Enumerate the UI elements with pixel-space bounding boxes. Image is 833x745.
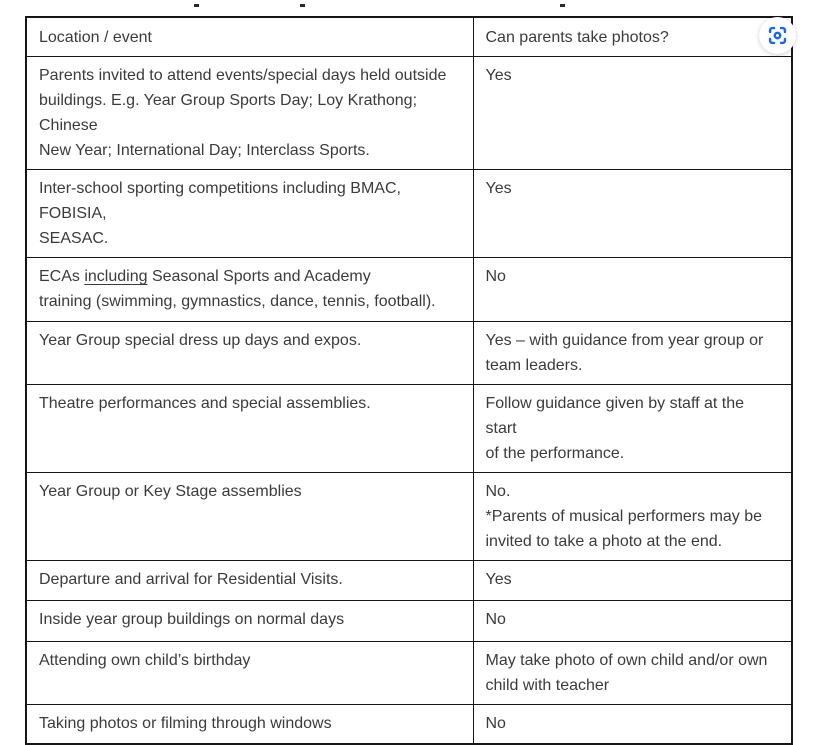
- table-row: [26, 385, 792, 473]
- location-cell: [26, 258, 473, 322]
- location-cell: [26, 705, 473, 744]
- answer-cell: [473, 57, 792, 170]
- cell-text-line: Yes – with guidance from year group or: [485, 332, 764, 349]
- location-cell: [26, 642, 473, 705]
- table-header-row: [26, 17, 792, 57]
- cropped-text-artifact: [560, 4, 565, 7]
- header-label: Location / event: [39, 29, 152, 46]
- table-row: [26, 601, 792, 642]
- location-cell: [26, 385, 473, 473]
- answer-cell: [473, 170, 792, 258]
- cell-text-line: Follow guidance given by staff at the start: [485, 395, 745, 437]
- cell-text: Theatre performances and special assemblies.: [39, 395, 371, 412]
- cell-text-line: No.: [485, 483, 511, 500]
- cell-text: Inside year group buildings on normal days: [39, 611, 345, 628]
- answer-cell: [473, 601, 792, 642]
- table-row: [26, 258, 792, 322]
- location-cell: [26, 322, 473, 385]
- answer-cell: [473, 473, 792, 561]
- cell-text-line: of the performance.: [485, 445, 625, 462]
- cell-text-line: SEASAC.: [39, 230, 109, 247]
- cell-text: Attending own child’s birthday: [39, 652, 251, 669]
- location-cell: [26, 601, 473, 642]
- table-row: [26, 705, 792, 744]
- cell-text-line: Inter-school sporting competitions including BMAC, FOBISIA,: [39, 180, 401, 222]
- cell-text-line: Parents invited to attend events/special days held outside: [39, 67, 447, 84]
- photo-policy-table: [25, 16, 793, 745]
- header-can-parents-take-photos: [473, 17, 792, 57]
- cell-text: No: [485, 715, 506, 732]
- cell-text: Year Group special dress up days and expos.: [39, 332, 362, 349]
- location-cell: [26, 57, 473, 170]
- table-row: [26, 322, 792, 385]
- cell-text: Taking photos or filming through windows: [39, 715, 332, 732]
- cell-text-line: May take photo of own child and/or own: [485, 652, 768, 669]
- cell-text: Yes: [485, 180, 512, 197]
- cell-text: Yes: [485, 571, 512, 588]
- table-row: [26, 170, 792, 258]
- header-location-event: [26, 17, 473, 57]
- location-cell: [26, 561, 473, 601]
- location-cell: [26, 473, 473, 561]
- cell-text: ECAs: [39, 268, 85, 285]
- cell-text: Seasonal Sports and Academy: [147, 268, 371, 285]
- text-capture-button[interactable]: [759, 17, 796, 54]
- cell-text-line: training (swimming, gymnastics, dance, tennis, football).: [39, 293, 436, 310]
- location-cell: [26, 170, 473, 258]
- table-row: [26, 561, 792, 601]
- cropped-text-artifact: [194, 4, 199, 7]
- cell-text: Yes: [485, 67, 512, 84]
- cell-text: No: [485, 611, 506, 628]
- cell-text-line: New Year; International Day; Interclass Sports.: [39, 142, 370, 159]
- table-row: [26, 473, 792, 561]
- answer-cell: [473, 642, 792, 705]
- answer-cell: [473, 561, 792, 601]
- text-capture-scan-icon: [767, 25, 788, 46]
- answer-cell: [473, 258, 792, 322]
- cell-text-line: invited to take a photo at the end.: [485, 533, 723, 550]
- answer-cell: [473, 705, 792, 744]
- cell-text-line: *Parents of musical performers may be: [485, 508, 763, 525]
- table-row: [26, 642, 792, 705]
- underlined-word: including: [84, 268, 148, 285]
- answer-cell: [473, 385, 792, 473]
- cell-text: No: [485, 268, 506, 285]
- cell-text-line: child with teacher: [485, 677, 610, 694]
- answer-cell: [473, 322, 792, 385]
- cell-text: Departure and arrival for Residential Visits.: [39, 571, 343, 588]
- cell-text-line: buildings. E.g. Year Group Sports Day; Loy Krathong; Chinese: [39, 92, 418, 134]
- cell-text-line: team leaders.: [485, 357, 583, 374]
- header-label: Can parents take photos?: [485, 29, 669, 46]
- cell-text: Year Group or Key Stage assemblies: [39, 483, 302, 500]
- table-row: [26, 57, 792, 170]
- cropped-text-artifact: [300, 4, 305, 7]
